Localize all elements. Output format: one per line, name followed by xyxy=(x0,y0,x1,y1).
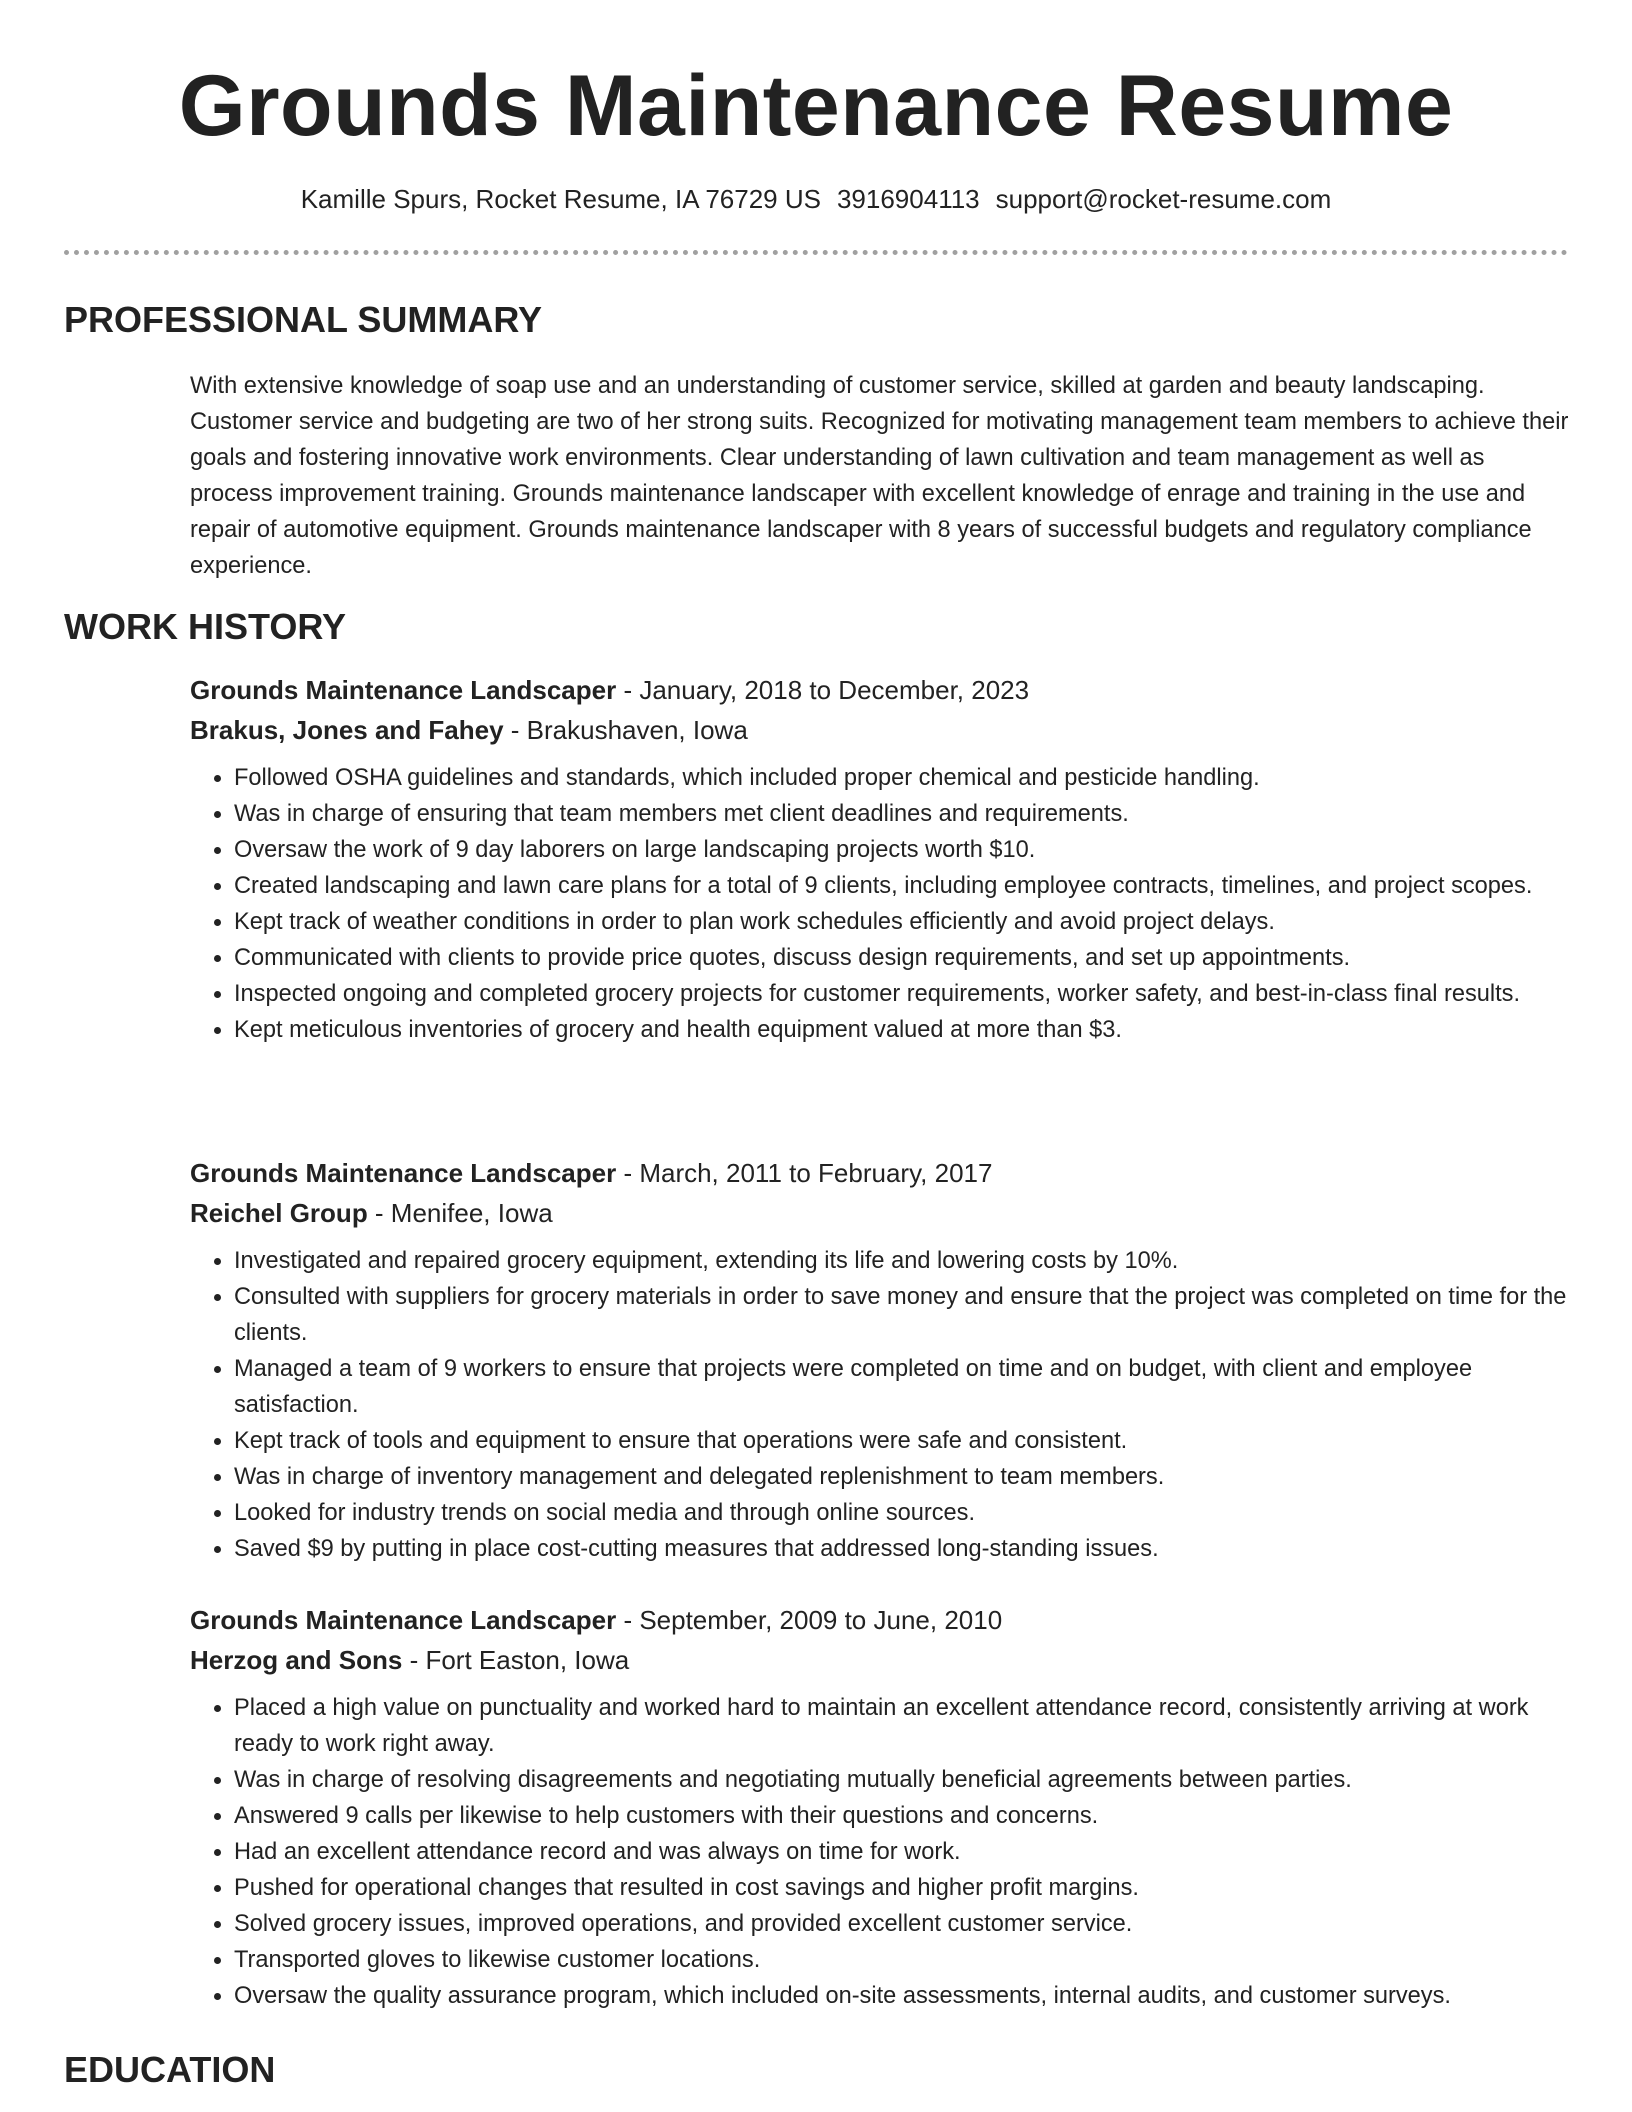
job-entry xyxy=(190,1600,1570,2014)
job-bullet: • Solved grocery issues, improved operations, and provided excellent customer service. xyxy=(234,1906,1570,1942)
job-entry xyxy=(190,670,1570,1048)
contact-address: Kamille Spurs, Rocket Resume, IA 76729 US xyxy=(300,184,821,214)
resume-title: Grounds Maintenance Resume xyxy=(178,58,1454,154)
job-bullet: • Looked for industry trends on social media and through online sources. xyxy=(234,1495,1570,1531)
job-title: Grounds Maintenance Landscaper xyxy=(190,1158,617,1188)
job-location: - Brakushaven, Iowa xyxy=(503,715,748,745)
contact-email: support@rocket-resume.com xyxy=(995,184,1332,214)
job-bullet: • Communicated with clients to provide price quotes, discuss design requirements, and set up appointments. xyxy=(234,940,1570,976)
job-title: Grounds Maintenance Landscaper xyxy=(190,675,617,705)
summary-heading: PROFESSIONAL SUMMARY xyxy=(64,299,543,340)
job-bullet: • Kept track of tools and equipment to ensure that operations were safe and consistent. xyxy=(234,1423,1570,1459)
job-location: - Fort Easton, Iowa xyxy=(402,1645,630,1675)
job-company: Reichel Group xyxy=(190,1198,368,1228)
job-entry xyxy=(190,1153,1570,1567)
job-title-line xyxy=(190,670,1570,710)
work-history-heading: WORK HISTORY xyxy=(64,606,347,647)
job-bullet: • Consulted with suppliers for grocery materials in order to save money and ensure that the project was completed on time for the clients. xyxy=(234,1279,1570,1351)
job-bullet: • Managed a team of 9 workers to ensure that projects were completed on time and on budget, with client and employee satisfaction. xyxy=(234,1351,1570,1423)
job-company-line xyxy=(190,710,1570,750)
job-company-line xyxy=(190,1640,1570,1680)
job-company-line xyxy=(190,1193,1570,1233)
job-company: Herzog and Sons xyxy=(190,1645,403,1675)
job-bullet: • Created landscaping and lawn care plans for a total of 9 clients, including employee contracts, timelines, and project scopes. xyxy=(234,868,1570,904)
job-bullet: • Transported gloves to likewise customer locations. xyxy=(234,1942,1570,1978)
job-bullets xyxy=(190,760,1570,1048)
job-dates: - September, 2009 to June, 2010 xyxy=(616,1605,1003,1635)
job-bullet: • Had an excellent attendance record and was always on time for work. xyxy=(234,1834,1570,1870)
job-dates: - March, 2011 to February, 2017 xyxy=(616,1158,993,1188)
job-title-line xyxy=(190,1600,1570,1640)
job-bullets xyxy=(190,1690,1570,2014)
job-bullet: • Was in charge of inventory management and delegated replenishment to team members. xyxy=(234,1459,1570,1495)
job-bullet: • Kept track of weather conditions in order to plan work schedules efficiently and avoid project delays. xyxy=(234,904,1570,940)
job-bullet: • Answered 9 calls per likewise to help customers with their questions and concerns. xyxy=(234,1798,1570,1834)
job-bullet: • Inspected ongoing and completed grocery projects for customer requirements, worker safety, and best-in-class final results. xyxy=(234,976,1570,1012)
job-bullet: • Followed OSHA guidelines and standards, which included proper chemical and pesticide handling. xyxy=(234,760,1570,796)
job-bullet: • Placed a high value on punctuality and worked hard to maintain an excellent attendance record, consistently arriving at work ready to work right away. xyxy=(234,1690,1570,1762)
job-bullet: • Was in charge of resolving disagreements and negotiating mutually beneficial agreements between parties. xyxy=(234,1762,1570,1798)
job-title: Grounds Maintenance Landscaper xyxy=(190,1605,617,1635)
header-divider xyxy=(64,250,1568,255)
job-bullet: • Saved $9 by putting in place cost-cutting measures that addressed long-standing issues. xyxy=(234,1531,1570,1567)
contact-phone: 3916904113 xyxy=(836,184,980,214)
job-bullet: • Kept meticulous inventories of grocery and health equipment valued at more than $3. xyxy=(234,1012,1570,1048)
job-location: - Menifee, Iowa xyxy=(367,1198,553,1228)
job-company: Brakus, Jones and Fahey xyxy=(190,715,504,745)
summary-text: With extensive knowledge of soap use and an understanding of customer service, skilled at garden and beauty landscaping. Customer service and budgeting are two of her strong suits. Recognized for motivating management team members to achieve their goals and fostering innovative work environments. Clear understanding of lawn cultivation and team management as well as process improvement training. Grounds maintenance landscaper with excellent knowledge of enrage and training in the use and repair of automotive equipment. Grounds maintenance landscaper with 8 years of successful budgets and regulatory compliance experience. xyxy=(190,373,1569,579)
job-bullet: • Oversaw the work of 9 day laborers on large landscaping projects worth $10. xyxy=(234,832,1570,868)
job-bullet: • Pushed for operational changes that resulted in cost savings and higher profit margins. xyxy=(234,1870,1570,1906)
job-bullet: • Was in charge of ensuring that team members met client deadlines and requirements. xyxy=(234,796,1570,832)
job-bullet: • Oversaw the quality assurance program, which included on-site assessments, internal audits, and customer surveys. xyxy=(234,1978,1570,2014)
job-bullets xyxy=(190,1243,1570,1567)
job-bullet: • Investigated and repaired grocery equipment, extending its life and lowering costs by 10%. xyxy=(234,1243,1570,1279)
job-dates: - January, 2018 to December, 2023 xyxy=(616,675,1030,705)
job-title-line xyxy=(190,1153,1570,1193)
contact-line xyxy=(0,182,1632,216)
education-heading: EDUCATION xyxy=(64,2049,276,2090)
